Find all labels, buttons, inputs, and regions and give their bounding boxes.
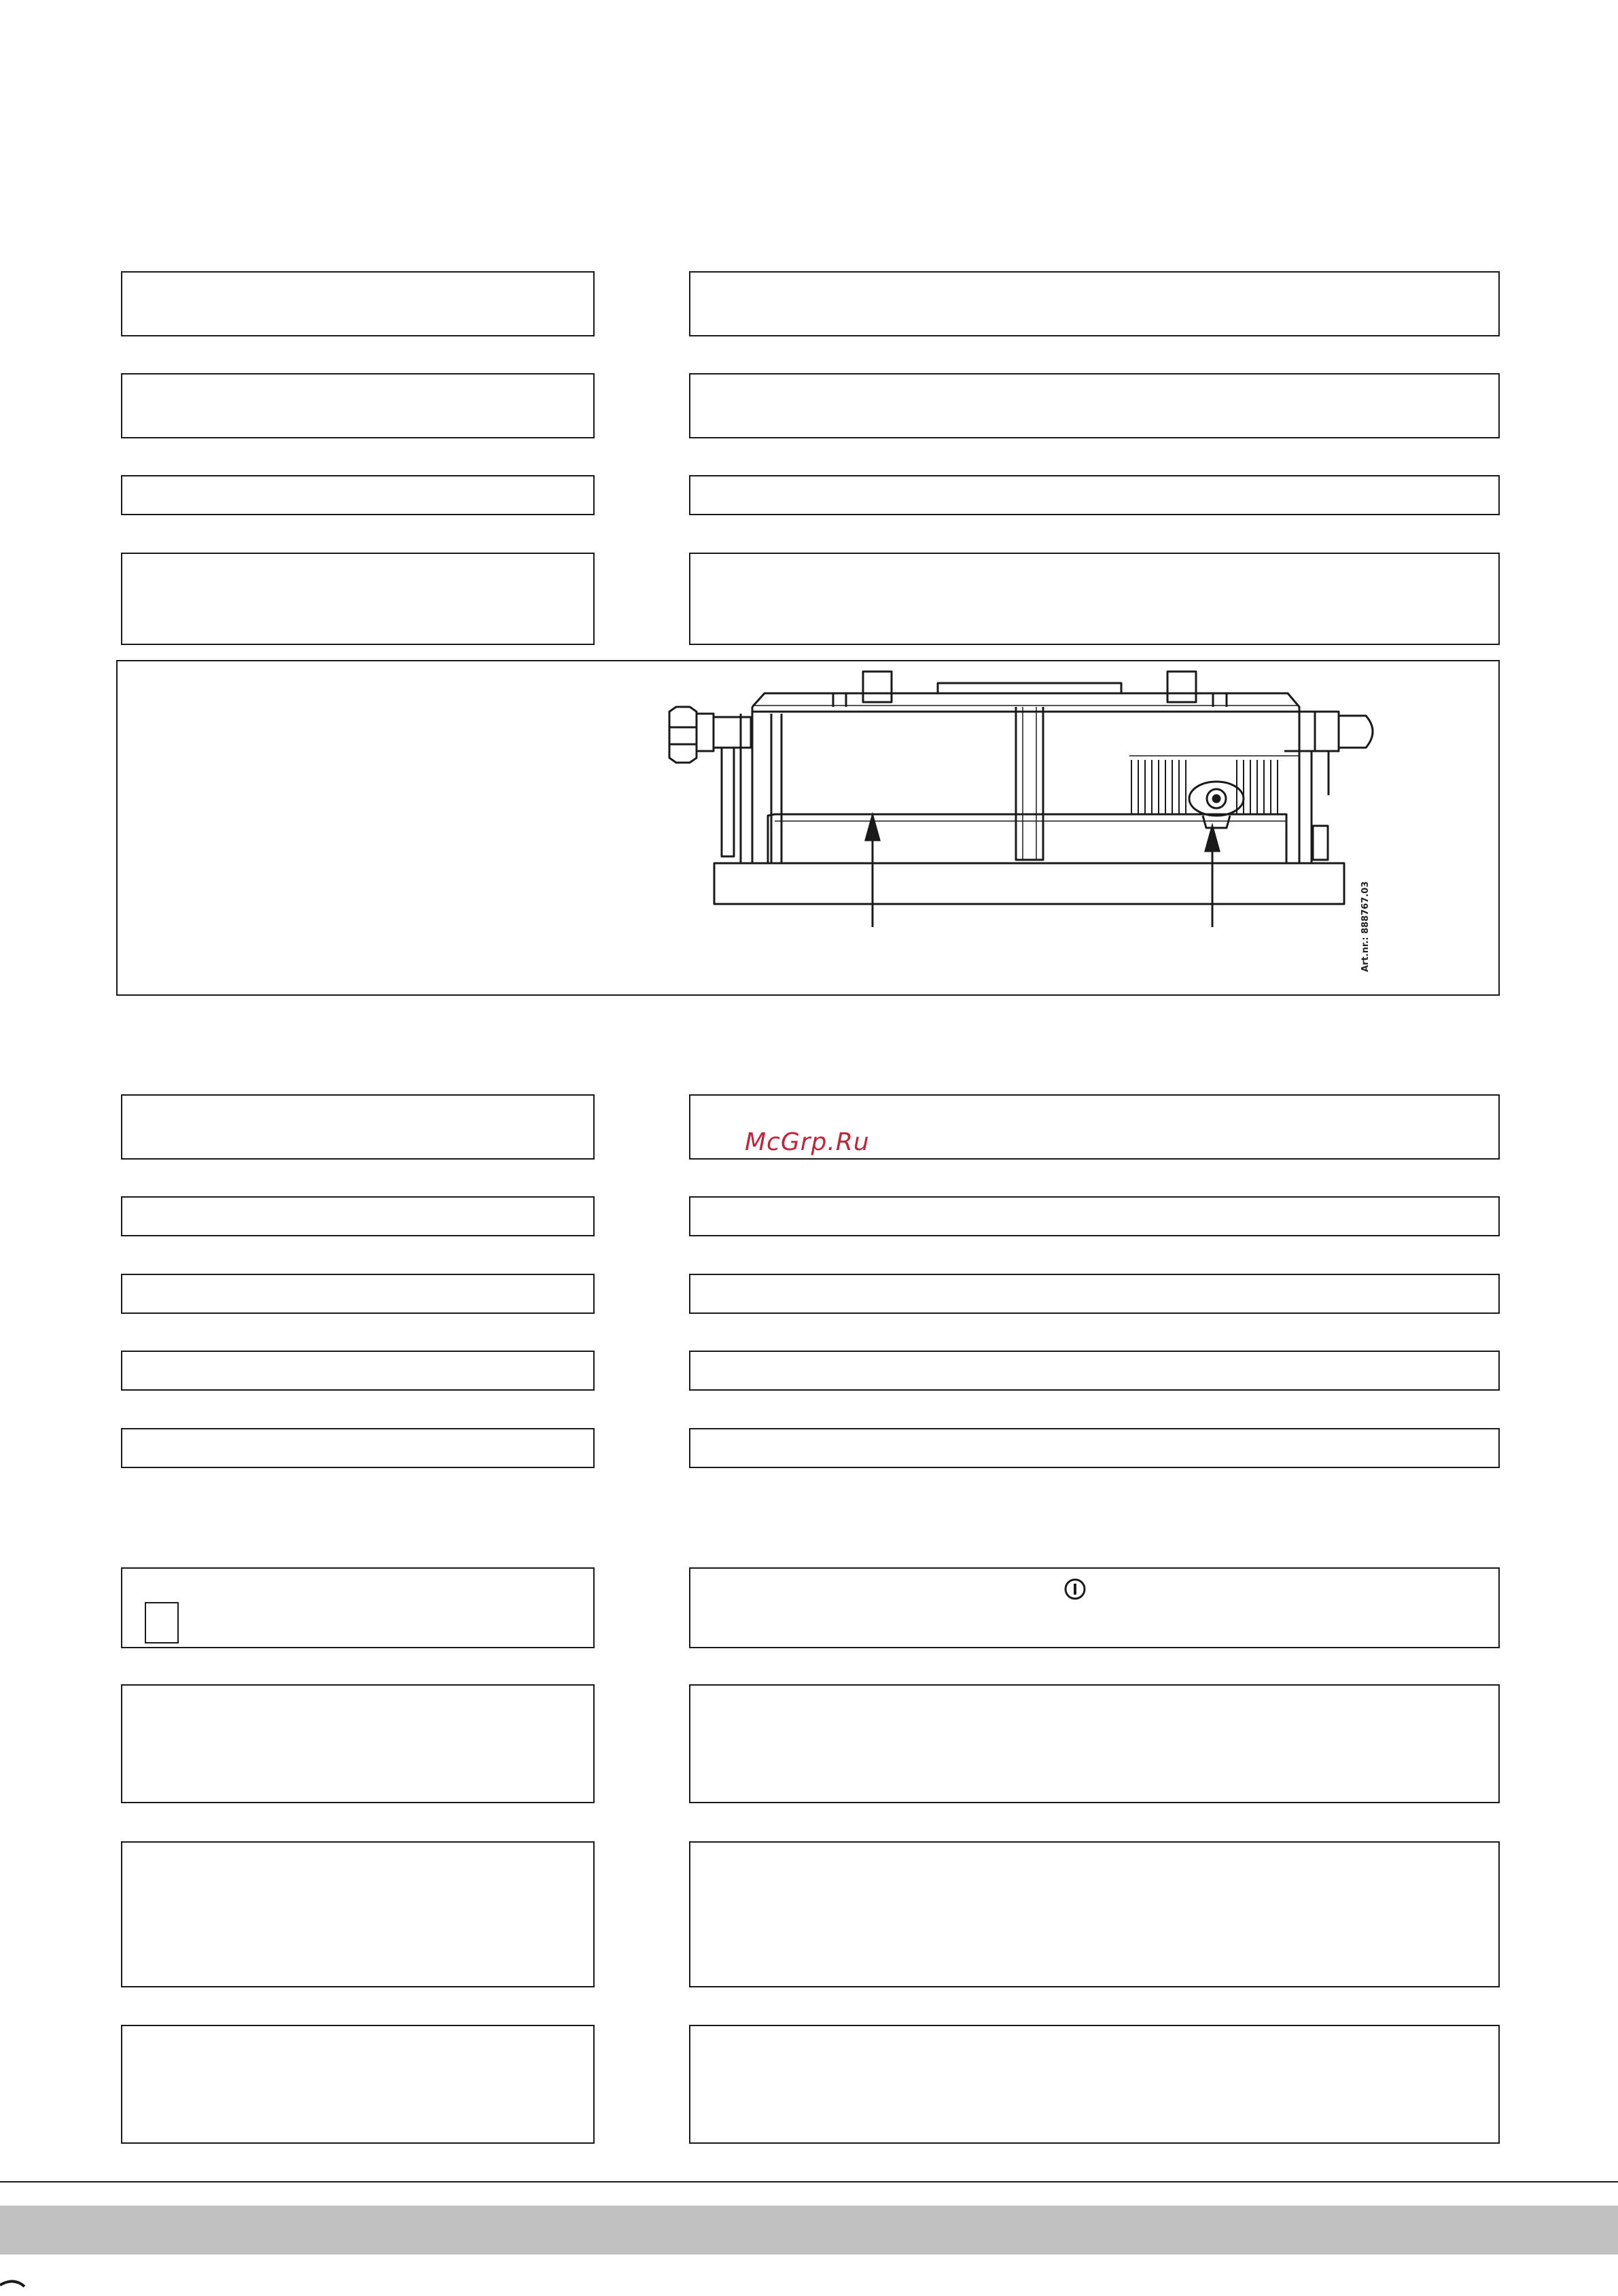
table2-row3-label-cell xyxy=(121,1274,595,1314)
table3-row1-value-cell xyxy=(689,1567,1500,1648)
table3-row3-label-cell xyxy=(121,1841,595,1987)
table2-row2-label-cell xyxy=(121,1196,595,1236)
table2-row2-value-cell xyxy=(689,1196,1500,1236)
table2-row4-value-cell xyxy=(689,1351,1500,1391)
table2-row4-label-cell xyxy=(121,1351,595,1391)
table2-row5-label-cell xyxy=(121,1428,595,1468)
table2-row3-value-cell xyxy=(689,1274,1500,1314)
table2-row5-value-cell xyxy=(689,1428,1500,1468)
corner-mark-icon xyxy=(0,2276,27,2296)
checkbox-square-icon[interactable] xyxy=(145,1602,179,1643)
info-circle-icon xyxy=(1063,1578,1087,1601)
table3-row4-label-cell xyxy=(121,2025,595,2144)
burner-cross-section-drawing xyxy=(0,0,1618,1006)
watermark-text: McGrp.Ru xyxy=(745,1128,870,1156)
table3-row2-label-cell xyxy=(121,1684,595,1803)
table2-row1-label-cell xyxy=(121,1094,595,1160)
footer-band xyxy=(0,2206,1618,2255)
table3-row1-label-cell xyxy=(121,1567,595,1648)
footer-divider xyxy=(0,2181,1618,2182)
article-number-label: Art.nr.: 888767.03 xyxy=(1360,881,1371,972)
table3-row3-value-cell xyxy=(689,1841,1500,1987)
table3-row2-value-cell xyxy=(689,1684,1500,1803)
table3-row4-value-cell xyxy=(689,2025,1500,2144)
